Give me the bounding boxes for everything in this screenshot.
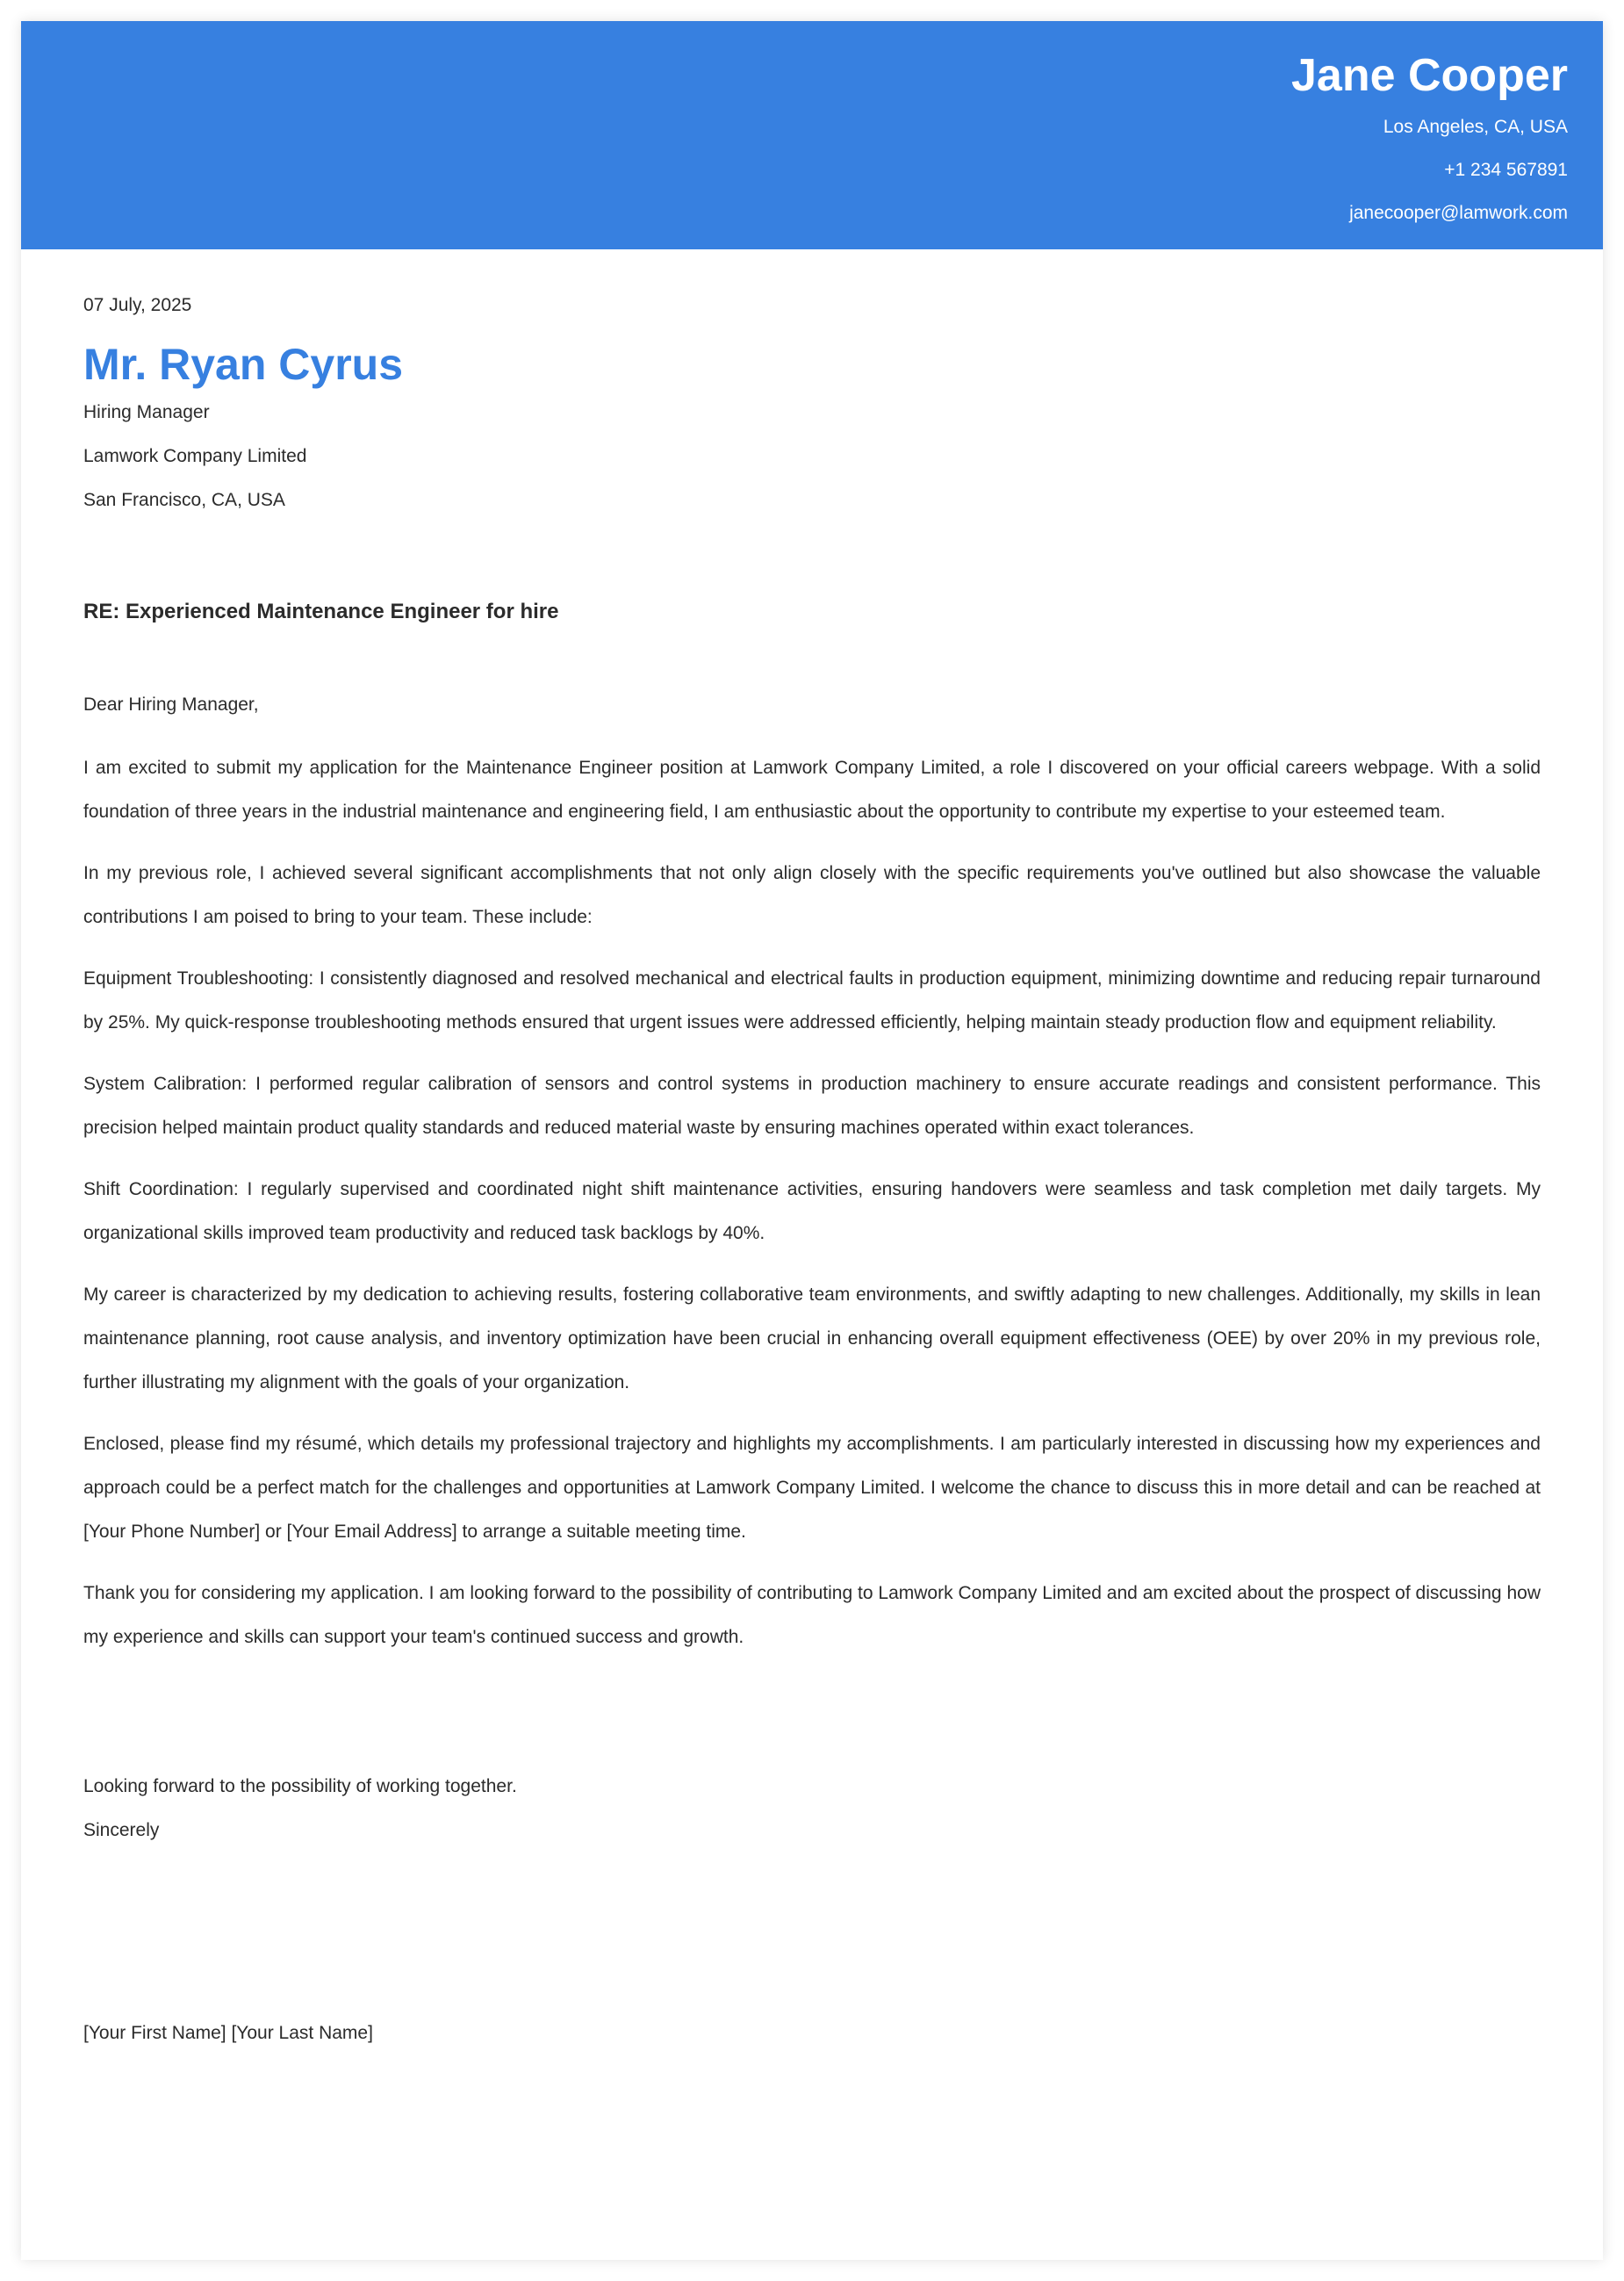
signature-name: [Your First Name] [Your Last Name] [83, 2023, 373, 2043]
recipient-name: Mr. Ryan Cyrus [83, 340, 404, 389]
body-paragraph: Shift Coordination: I regularly supervised and coordinated night shift maintenance activities, ensuring handovers were seamless and task completion met daily targets. My organizational skills improved team productivity and reduced task backlogs by 40%. [83, 1179, 1541, 1243]
body-paragraph: System Calibration: I performed regular calibration of sensors and control systems in production machinery to ensure accurate readings and consistent performance. This precision helped maintain product quality standards and reduced material waste by ensuring machines operated within exact tolerances. [83, 1074, 1541, 1138]
body-paragraph: Thank you for considering my application. I am looking forward to the possibility of contributing to Lamwork Company Limited and am excited about the prospect of discussing how my experience and skills can support your team's continued success and growth. [83, 1583, 1541, 1647]
body-paragraph: Enclosed, please find my résumé, which details my professional trajectory and highlights my accomplishments. I am particularly interested in discussing how my experiences and approach could be a perfect match for the challenges and opportunities at Lamwork Company Limited. I welcome the chance to discuss this in more detail and can be reached at [Your Phone Number] or [Your Email Address] to arrange a suitable meeting time. [83, 1434, 1541, 1542]
letter-subject: RE: Experienced Maintenance Engineer for hire [83, 600, 559, 623]
letter-page [21, 21, 1603, 2260]
letter-body [83, 746, 1541, 1677]
recipient-title: Hiring Manager [83, 402, 210, 422]
body-paragraph: In my previous role, I achieved several significant accomplishments that not only align closely with the specific requirements you've outlined but also showcase the valuable contributions I am poised to bring to your team. These include: [83, 863, 1541, 927]
recipient-location: San Francisco, CA, USA [83, 490, 285, 510]
recipient-company: Lamwork Company Limited [83, 446, 307, 466]
sender-block [1291, 47, 1568, 224]
salutation: Dear Hiring Manager, [83, 694, 259, 715]
closing-line: Looking forward to the possibility of working together. [83, 1776, 517, 1796]
sender-name: Jane Cooper [1291, 50, 1568, 101]
sender-email: janecooper@lamwork.com [1349, 203, 1568, 223]
letter-date: 07 July, 2025 [83, 295, 192, 315]
closing-signoff: Sincerely [83, 1820, 160, 1840]
body-paragraph: My career is characterized by my dedication to achieving results, fostering collaborative team environments, and swiftly adapting to new challenges. Additionally, my skills in lean maintenance planning, root cause analysis, and inventory optimization have been crucial in enhancing overall equipment effectiveness (OEE) by over 20% in my previous role, further illustrating my alignment with the goals of your organization. [83, 1284, 1541, 1392]
body-paragraph: I am excited to submit my application for the Maintenance Engineer position at Lamwork Company Limited, a role I discovered on your official careers webpage. With a solid foundation of three years in the industrial maintenance and engineering field, I am enthusiastic about the opportunity to contribute my expertise to your esteemed team. [83, 758, 1541, 822]
body-paragraph: Equipment Troubleshooting: I consistently diagnosed and resolved mechanical and electrical faults in production equipment, minimizing downtime and reducing repair turnaround by 25%. My quick-response troubleshooting methods ensured that urgent issues were addressed efficiently, helping maintain steady production flow and equipment reliability. [83, 968, 1541, 1033]
letter-header [21, 21, 1603, 249]
sender-location: Los Angeles, CA, USA [1383, 117, 1568, 137]
sender-phone: +1 234 567891 [1444, 160, 1568, 180]
